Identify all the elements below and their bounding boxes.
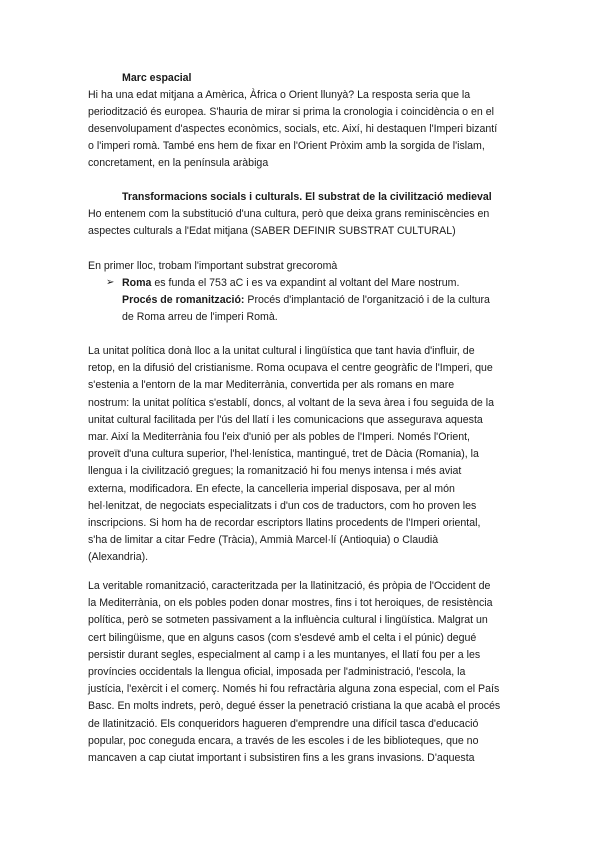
- text-line: hel·lenitzat, de negociats especialitzats i d'un cos de traductors, com ho proven les: [88, 499, 477, 512]
- text-line: províncies occidentals la llengua oficial, imposada per l'administració, l'escola, la: [88, 666, 466, 678]
- text-line: aspectes culturals a l'Edat mitjana (SABER DEFINIR SUBSTRAT CULTURAL): [88, 225, 456, 237]
- text-line: inscripcions. Si hom ha de recordar escriptors llatins procedents de l'Imperi oriental,: [88, 517, 481, 529]
- text-line: cert bilingüisme, que en alguns casos (com s'esdevé amb el celta i el púnic) degué: [88, 631, 477, 644]
- text-line: desenvolupament d'aspectes econòmics, socials, etc. Així, hi destaquen l'Imperi bizantí: [88, 123, 498, 135]
- bullet-term: Roma: [122, 277, 152, 289]
- text-line: llengua i la civilització gregues; la romanització hi fou menys intensa i més aviat: [88, 465, 462, 478]
- text-line: política, però se sotmeten passivament a la influència cultural i lingüística. Malgrat un: [88, 614, 488, 627]
- text-line: popular, poc coneguda encara, a través de les escoles i de les biblioteques, que no: [88, 734, 479, 747]
- intro-line: En primer lloc, trobam l'important substrat grecoromà: [88, 260, 338, 272]
- text-line: proveït d'una cultura superior, l'hel·lenística, mantingué, tret de Dàcia (Romania), la: [88, 448, 479, 461]
- text-line: la Mediterrània, on els pobles poden donar mostres, fins i tot heroiques, de resistència: [88, 597, 493, 610]
- text-line: s'estenia a l'entorn de la mar Mediterrània, convertida per als romans en mare: [88, 379, 455, 392]
- text-line: mar. Així la Mediterrània fou l'eix d'unió per als pobles de l'Imperi. Només l'Orient,: [88, 431, 470, 443]
- text-line: nostrum: la unitat política s'establí, doncs, al voltant de la seva àrea i fou seguida de la: [88, 396, 495, 409]
- text-line: s'ha de limitar a citar Fedre (Tràcia), Ammià Marcel·lí (Antioquia) o Claudià: [88, 534, 439, 547]
- arrow-bullet-icon: ➢: [106, 277, 115, 288]
- text-line: concretament, en la península aràbiga: [88, 157, 269, 169]
- romanitzacio-text: Procés d'implantació de l'organització i de la cultura: [244, 294, 490, 306]
- text-line: externa, modificadora. En efecte, la cancelleria imperial disposava, per al món: [88, 482, 455, 495]
- text-line: periodització és europea. S'hauria de mirar si prima la cronologia i coincidència o en el: [88, 106, 494, 118]
- romanitzacio-line: [122, 292, 490, 309]
- heading-marc-espacial: Marc espacial: [122, 72, 192, 84]
- text-line: de llatinització. Els conqueridors hagueren d'emprendre una difícil tasca d'educació: [88, 717, 479, 730]
- text-line: Hi ha una edat mitjana a Amèrica, Àfrica o Orient llunyà? La resposta seria que la: [88, 89, 471, 101]
- text-line: retop, en la difusió del cristianisme. Roma ocupava el centre geogràfic de l'Imperi, que: [88, 362, 493, 375]
- romanitzacio-line-2: de Roma arreu de l'imperi Romà.: [122, 311, 278, 323]
- text-line: (Alexandria).: [88, 551, 149, 564]
- text-line: o l'imperi romà. També ens hem de fixar en l'Orient Pròxim amb la sorgida de l'islam,: [88, 140, 485, 152]
- bullet-text: es funda el 753 aC i es va expandint al voltant del Mare nostrum.: [151, 277, 460, 289]
- text-line: Ho entenem com la substitució d'una cultura, però que deixa grans reminiscències en: [88, 208, 490, 220]
- text-line: justícia, l'exèrcit i el comerç. Només hi fou refractària alguna zona especial, com el País: [88, 683, 500, 696]
- text-line: mancaven a cap ciutat important i subsistiren fins a les grans invasions. D'aquesta: [88, 752, 475, 764]
- bullet-roma: [122, 275, 459, 292]
- text-line: La unitat política donà lloc a la unitat cultural i lingüística que tant havia d'influir, de: [88, 345, 475, 357]
- text-line: La veritable romanització, caracteritzada per la llatinització, és pròpia de l'Occident de: [88, 580, 491, 592]
- text-line: Basc. En molts indrets, però, degué ésser la penetració cristiana la que acabà el procés: [88, 700, 501, 713]
- text-line: persistir durant segles, especialment al camp i a les muntanyes, el llatí fou per a les: [88, 648, 481, 661]
- text-line: unitat cultural facilitada per l'ús del llatí i les comunicacions que assegurava aquesta: [88, 413, 483, 426]
- heading-transformacions: Transformacions socials i culturals. El substrat de la civilització medieval: [122, 191, 492, 203]
- romanitzacio-term: Procés de romanització:: [122, 294, 245, 306]
